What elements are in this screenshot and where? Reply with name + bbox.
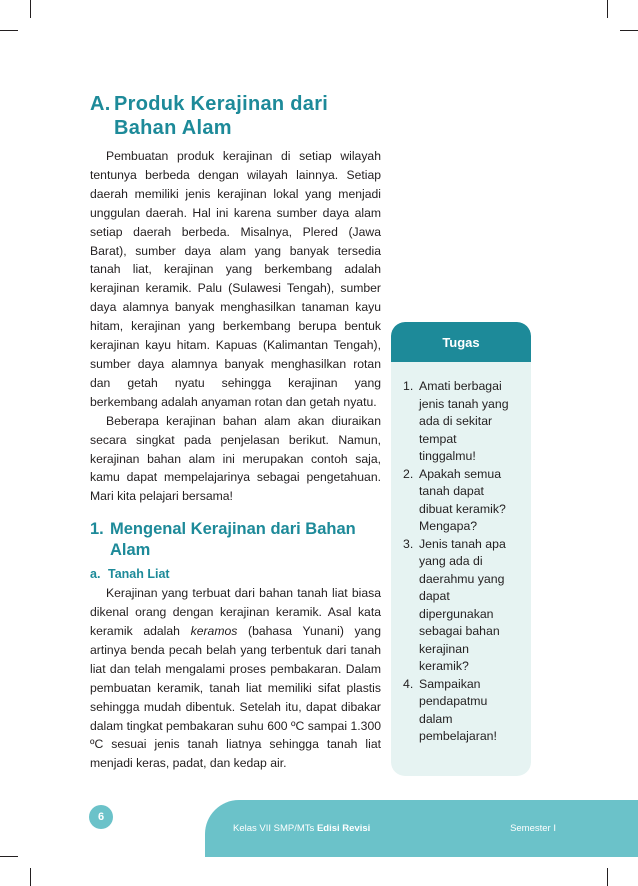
tugas-item-number: 1.: [403, 379, 414, 393]
crop-mark-bl-v: [30, 868, 31, 886]
tugas-item: [403, 536, 531, 676]
main-column: [90, 92, 381, 773]
subsection-heading: [90, 519, 381, 561]
tugas-item: [403, 466, 531, 536]
page-number: 6: [97, 811, 105, 823]
tugas-item: [403, 676, 531, 746]
crop-mark-tl-h: [0, 30, 18, 31]
keramos-term: keramos: [190, 624, 238, 639]
tugas-list: [391, 362, 531, 746]
crop-mark-tl-v: [30, 0, 31, 18]
footer-class: Kelas VII SMP/MTs: [233, 823, 317, 834]
subsection-title: Mengenal Kerajinan dari Bahan Alam: [110, 520, 356, 560]
tugas-item-number: 4.: [403, 676, 414, 691]
crop-mark-bl-h: [0, 856, 18, 857]
footer-edition: Edisi Revisi: [316, 823, 371, 834]
subsub-title: Tanah Liat: [108, 567, 170, 582]
crop-mark-tr-h: [620, 30, 638, 31]
tanah-liat-paragraph: [90, 584, 381, 773]
subsection-number: 1.: [90, 520, 104, 539]
section-paragraph-2: Beberapa kerajinan bahan alam akan diuraikan secara singkat pada penjelasan berikut. Namun, kerajinan bahan alam ini merupakan contoh saja, kamu dapat mempelajarinya sebagai pengetahuan. Mari kita pelajari bersama!: [90, 413, 381, 504]
footer-book-label: [233, 823, 370, 834]
tugas-item-text: Jenis tanah apa yang ada di daerahmu yang dapat dipergunakan sebagai bahan kerajinan keramik?: [419, 536, 506, 673]
subsub-number: a.: [90, 567, 101, 582]
tugas-item-text: Sampaikan pendapatmu dalam pembelajaran!: [419, 676, 497, 743]
section-number: A.: [90, 93, 111, 115]
crop-mark-br-v: [607, 868, 608, 886]
section-title: Produk Kerajinan dari Bahan Alam: [114, 93, 329, 139]
tugas-header: [391, 322, 531, 362]
tugas-item-text: Apakah semua tanah dapat dibuat keramik? Mengapa?: [419, 466, 506, 533]
tugas-item-number: 2.: [403, 466, 414, 481]
tugas-title: Tugas: [442, 334, 480, 350]
section-paragraph-1: Pembuatan produk kerajinan di setiap wilayah tentunya berbeda dengan wilayah lainnya. Setiap daerah memiliki jenis kerajinan lokal yang menjadi unggulan daerah. Hal ini karena sumber daya alam setiap daerah berbeda. Misalnya, Plered (Jawa Barat), sumber daya alam yang banyak tersedia tanah liat, kerajinan yang berkembang adalah kerajinan keramik. Palu (Sulawesi Tengah), sumber daya alamnya banyak menghasilkan tanaman kayu hitam, kerajinan yang berkembang berupa bentuk kerajinan kayu hitam. Kapuas (Kalimantan Tengah), sumber daya alamnya banyak menghasilkan rotan dan getah nyatu sehingga kerajinan yang berkembang adalah anyaman rotan dan getah nyatu.: [90, 149, 381, 409]
crop-mark-tr-v: [607, 0, 608, 18]
tugas-item-number: 3.: [403, 536, 414, 551]
tugas-item: [403, 378, 531, 466]
subsub-heading: [90, 565, 381, 584]
tanah-liat-text-after: (bahasa Yunani) yang artinya benda pecah belah yang terbentuk dari tanah liat dan telah mengalami proses pembakaran. Dalam pembuatan keramik, tanah liat memiliki sifat plastis sehingga mudah dibentuk. Setelah itu, dapat dibakar dalam tingkat pembakaran suhu 600 ºC sampai 1.300 ºC sesuai jenis tanah liatnya sehingga tanah liat menjadi keras, padat, dan kedap air.: [90, 624, 381, 771]
tanah-liat-text-before: Kerajinan yang terbuat dari bahan tanah liat biasa dikenal orang dengan kerajinan keramik. Asal kata keramik adalah: [90, 586, 381, 639]
section-heading: [90, 92, 381, 140]
footer-semester: Semester I: [510, 823, 556, 834]
tugas-box: [391, 322, 531, 776]
page-number-badge: [89, 805, 113, 829]
tugas-item-text: Amati berbagai jenis tanah yang ada di sekitar tempat tinggalmu!: [419, 379, 509, 463]
